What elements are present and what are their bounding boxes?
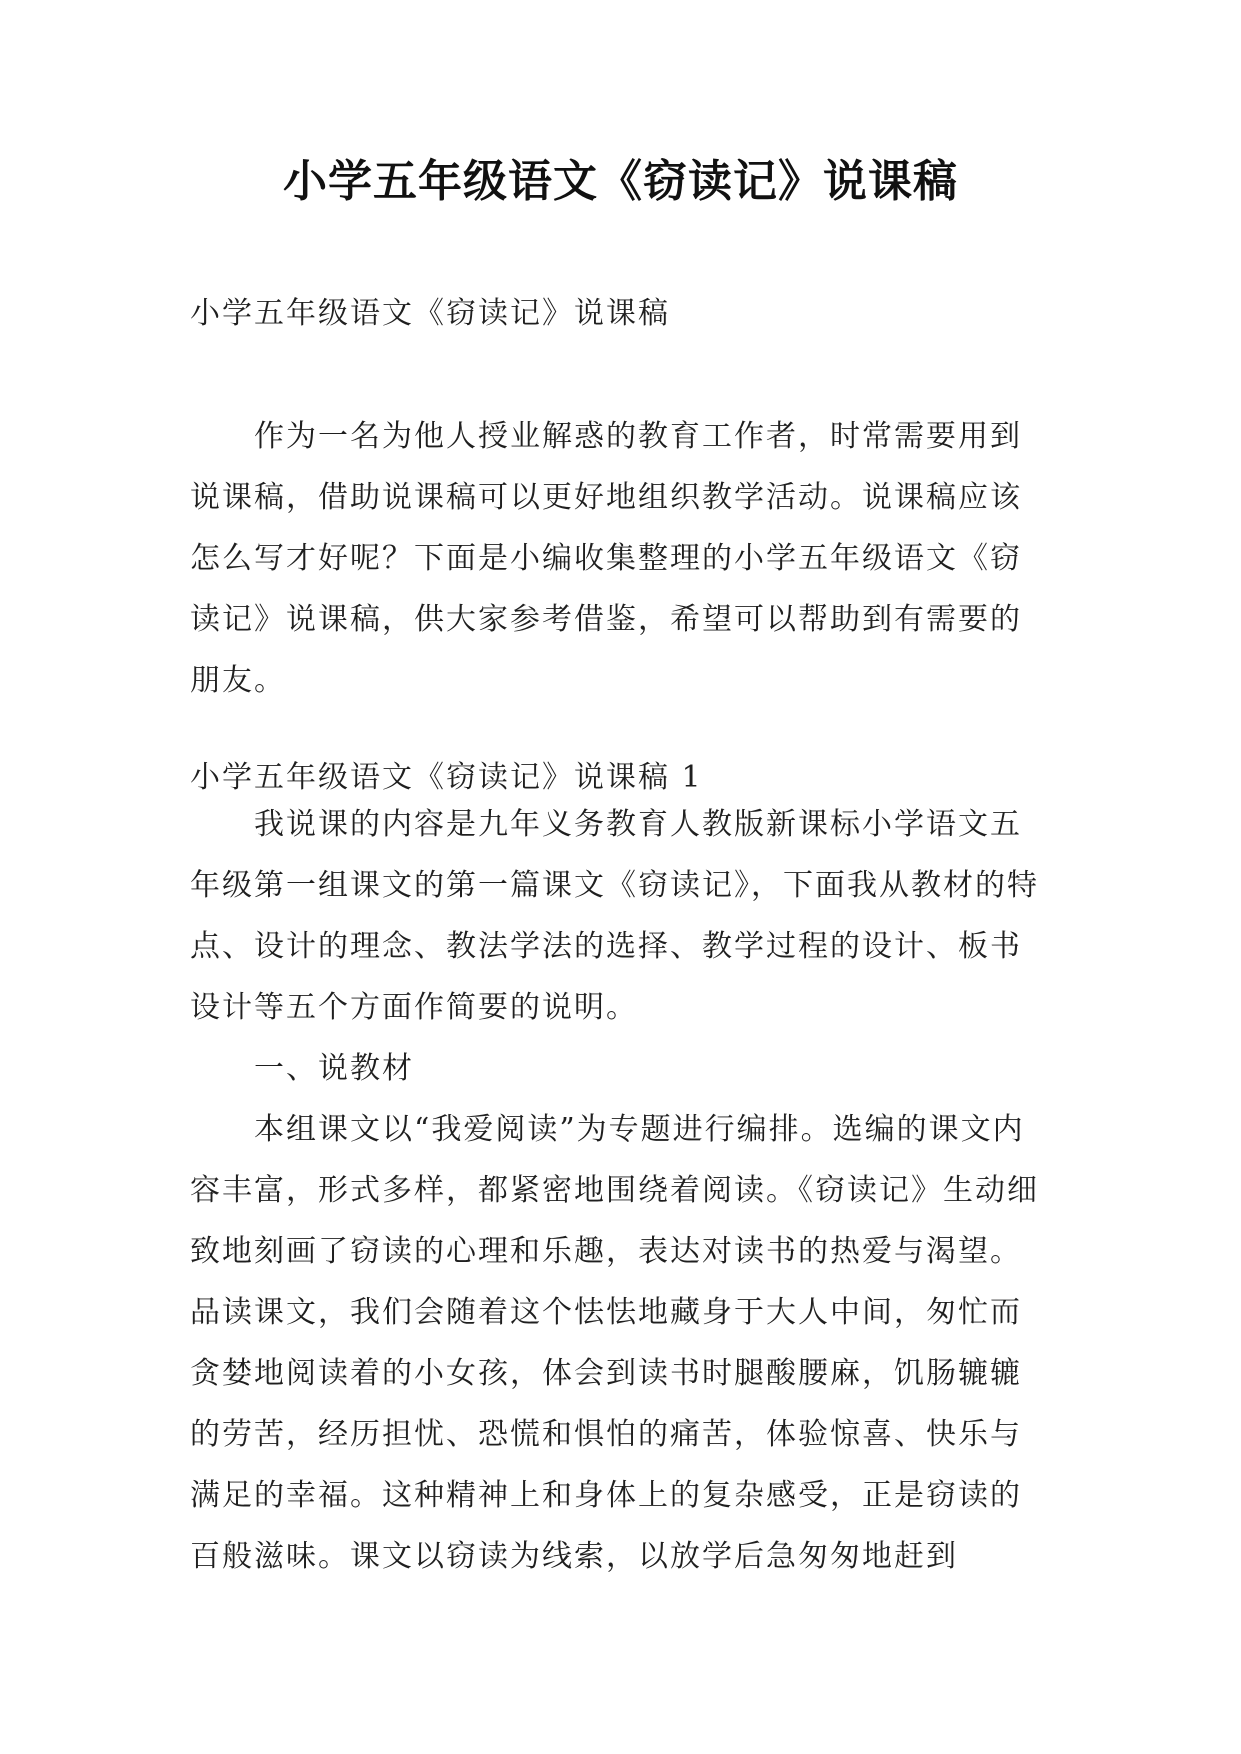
intro-section bbox=[190, 406, 1050, 711]
section-heading: 小学五年级语文《窃读记》说课稿 1 bbox=[190, 760, 703, 795]
document-subtitle: 小学五年级语文《窃读记》说课稿 bbox=[190, 296, 670, 331]
document-title: 小学五年级语文《窃读记》说课稿 bbox=[283, 156, 958, 207]
subsection-heading: 一、说教材 bbox=[254, 1051, 414, 1086]
body-paragraph: 我说课的内容是九年义务教育人教版新课标小学语文五年级第一组课文的第一篇课文《窃读记》，下面我从教材的特点、设计的理念、教法学法的选择、教学过程的设计、板书设计等五个方面作简要的说明。 bbox=[190, 807, 1039, 1025]
body-paragraph: 本组课文以“我爱阅读”为专题进行编排。选编的课文内容丰富，形式多样，都紧密地围绕着阅读。《窃读记》生动细致地刻画了窃读的心理和乐趣，表达对读书的热爱与渴望。品读课文，我们会随着这个怯怯地藏身于大人中间，匆忙而贪婪地阅读着的小女孩，体会到读书时腿酸腰麻，饥肠辘辘的劳苦，经历担忧、恐慌和惧怕的痛苦，体验惊喜、快乐与满足的幸福。这种精神上和身体上的复杂感受，正是窃读的百般滋味。课文以窃读为线索，以放学后急匆匆地赶到 bbox=[190, 1112, 1039, 1574]
section-content bbox=[190, 794, 1050, 1587]
intro-paragraph: 作为一名为他人授业解惑的教育工作者，时常需要用到说课稿，借助说课稿可以更好地组织教学活动。说课稿应该怎么写才好呢？下面是小编收集整理的小学五年级语文《窃读记》说课稿，供大家参考借鉴，希望可以帮助到有需要的朋友。 bbox=[190, 419, 1022, 698]
